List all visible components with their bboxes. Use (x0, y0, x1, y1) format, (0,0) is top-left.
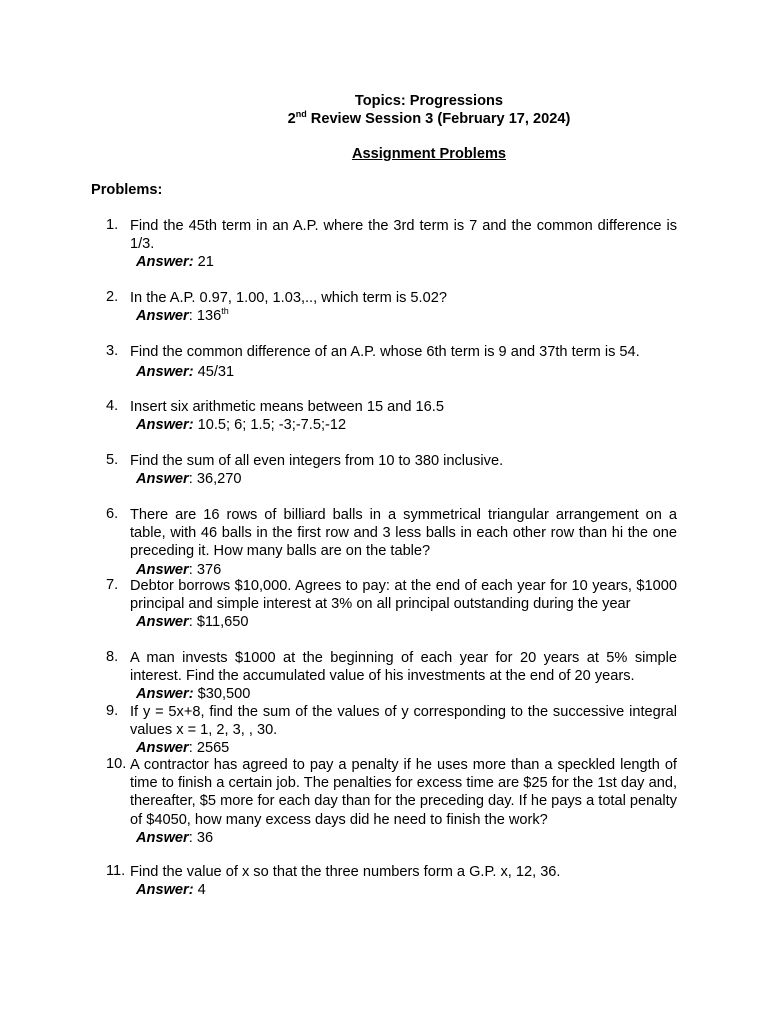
problem-answer (136, 253, 677, 271)
answer-value: 376 (192, 561, 222, 578)
answer-ordinal-suffix: th (221, 306, 229, 317)
problem-number: 10. (106, 756, 127, 772)
session-number: 2 (287, 111, 296, 127)
answer-colon: : (188, 614, 193, 631)
problem-answer (136, 739, 677, 757)
problem-answer (136, 829, 677, 847)
answer-colon: : (188, 254, 194, 271)
problem-answer (136, 881, 677, 899)
problem-number: 5. (106, 452, 119, 468)
answer-colon: : (188, 686, 194, 703)
topics-title: Topics: Progressions (354, 93, 504, 109)
problem-item (106, 217, 677, 272)
problem-item (106, 577, 677, 632)
problem-number: 4. (106, 398, 119, 414)
answer-colon: : (188, 471, 193, 488)
problem-question: If y = 5x+8, find the sum of the values of y corresponding to the successive integral values x = 1, 2, 3, , 30. (130, 704, 677, 739)
problem-number: 9. (106, 703, 119, 719)
answer-value: 36 (192, 829, 214, 846)
problem-number: 2. (106, 289, 119, 305)
session-description: Review Session 3 (February 17, 2024) (306, 111, 571, 127)
problem-question: Find the sum of all even integers from 10 to 380 inclusive. (130, 453, 504, 469)
answer-colon: : (188, 561, 193, 578)
problem-answer (136, 307, 677, 325)
answer-value: 2565 (192, 740, 230, 757)
problem-number: 8. (106, 649, 119, 665)
answer-value: 45/31 (193, 364, 235, 381)
answer-colon: : (188, 882, 194, 899)
problem-question: Find the value of x so that the three numbers form a G.P. x, 12, 36. (130, 864, 561, 880)
answer-label: Answer (136, 364, 189, 381)
answer-colon: : (188, 417, 194, 434)
problem-item (106, 452, 677, 488)
problem-question: Insert six arithmetic means between 15 and 16.5 (130, 399, 444, 415)
problem-answer (136, 363, 677, 381)
answer-colon: : (188, 740, 193, 757)
answer-label: Answer (136, 614, 189, 631)
session-ordinal-suffix: nd (295, 109, 307, 120)
problem-number: 3. (106, 343, 119, 359)
answer-colon: : (188, 364, 194, 381)
answer-value: 36,270 (192, 471, 242, 488)
problem-answer (136, 685, 677, 703)
problem-item (106, 649, 677, 704)
problem-item (106, 289, 677, 325)
problem-question: There are 16 rows of billiard balls in a symmetrical triangular arrangement on a table, with 46 balls in the first row and 3 less balls in each other row than hi the one preceding it. How many balls are on the table? (130, 507, 677, 560)
problem-item (106, 756, 677, 847)
problem-question: Debtor borrows $10,000. Agrees to pay: at the end of each year for 10 years, $1000 principal and simple interest at 3% on all principal outstanding during the year (130, 578, 677, 613)
problems-heading: Problems: (91, 182, 163, 198)
problem-item (106, 703, 677, 758)
answer-value: $11,650 (192, 614, 249, 631)
answer-label: Answer (136, 882, 189, 899)
answer-label: Answer (136, 561, 189, 578)
session-title (0, 111, 768, 127)
answer-value: 136 (192, 308, 222, 325)
answer-value: 10.5; 6; 1.5; -3;-7.5;-12 (193, 417, 347, 434)
problem-question: Find the common difference of an A.P. whose 6th term is 9 and 37th term is 54. (130, 344, 640, 360)
answer-value: 21 (193, 254, 214, 271)
answer-value: 4 (193, 882, 206, 899)
problem-item (106, 863, 677, 899)
answer-value: $30,500 (193, 686, 251, 703)
answer-label: Answer (136, 471, 189, 488)
problem-answer (136, 613, 677, 631)
problem-question: A man invests $1000 at the beginning of each year for 20 years at 5% simple interest. Find the accumulated value of his investments at the end of 20 years. (130, 650, 677, 685)
problem-item (106, 506, 677, 579)
answer-colon: : (188, 829, 193, 846)
answer-label: Answer (136, 308, 189, 325)
problem-question: A contractor has agreed to pay a penalty if he uses more than a speckled length of time to finish a certain job. The penalties for excess time are $25 for the 1st day and, thereafter, $5 more for each day than for the preceding day. If he pays a total penalty of $4050, how many excess days did he need to finish the work? (130, 757, 677, 828)
answer-label: Answer (136, 686, 189, 703)
problem-item (106, 398, 677, 434)
problem-number: 6. (106, 506, 119, 522)
problem-number: 11. (106, 863, 126, 879)
answer-label: Answer (136, 829, 189, 846)
answer-colon: : (188, 308, 193, 325)
problem-number: 7. (106, 577, 119, 593)
answer-label: Answer (136, 417, 189, 434)
assignment-title: Assignment Problems (351, 146, 507, 162)
problem-number: 1. (106, 217, 119, 233)
problem-question: Find the 45th term in an A.P. where the 3rd term is 7 and the common difference is 1/3. (130, 218, 677, 253)
problem-answer (136, 416, 677, 434)
problem-answer (136, 470, 677, 488)
answer-label: Answer (136, 740, 189, 757)
problem-item (106, 343, 677, 381)
answer-label: Answer (136, 254, 189, 271)
problem-question: In the A.P. 0.97, 1.00, 1.03,.., which term is 5.02? (130, 290, 447, 306)
